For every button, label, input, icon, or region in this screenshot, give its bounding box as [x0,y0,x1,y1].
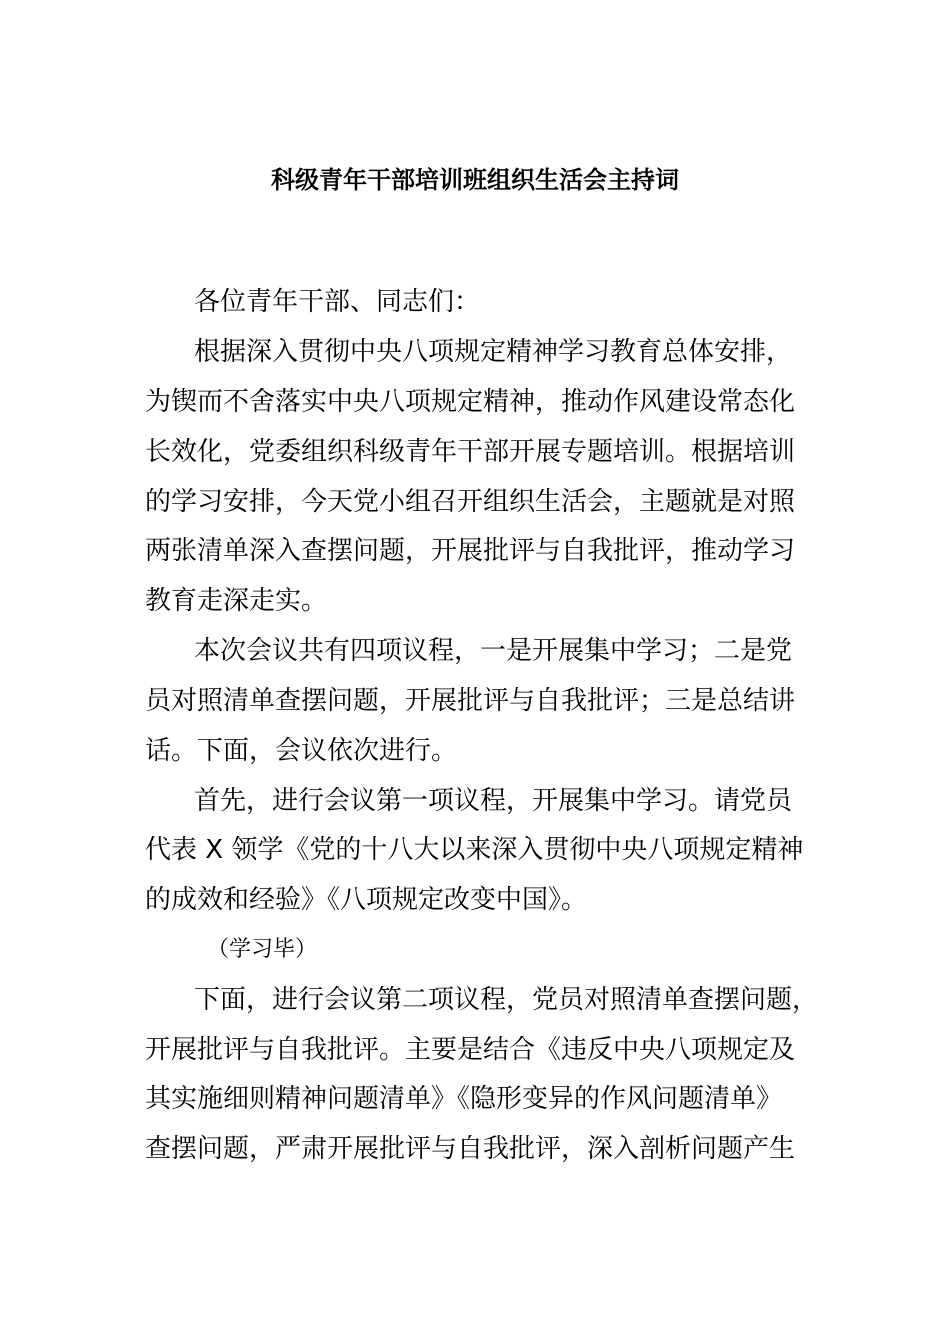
paragraph-2-line-2: 员对照清单查摆问题，开展批评与自我批评；三是总结讲 [145,686,796,716]
paragraph-2-line-1: 本次会议共有四项议程，一是开展集中学习；二是党 [194,636,793,666]
paragraph-4-line-2: 开展批评与自我批评。主要是结合《违反中央八项规定及 [145,1035,796,1065]
study-complete-note: （学习毕） [207,937,318,962]
paragraph-1-line-2: 为锲而不舍落实中央八项规定精神，推动作风建设常态化 [145,387,796,417]
paragraph-3-line-3: 的成效和经验》《八项规定改变中国》。 [145,885,588,915]
document-title: 科级青年干部培训班组织生活会主持词 [271,166,679,194]
paragraph-1-line-3: 长效化，党委组织科级青年干部开展专题培训。根据培训 [145,437,796,467]
paragraph-3-line-2: 代表 X 领学《党的十八大以来深入贯彻中央八项规定精神 [145,835,804,865]
paragraph-4-line-4: 查摆问题，严肃开展批评与自我批评，深入剖析问题产生 [145,1134,796,1164]
paragraph-4-line-1: 下面，进行会议第二项议程，党员对照清单查摆问题， [194,985,819,1015]
paragraph-3-line-1: 首先，进行会议第一项议程，开展集中学习。请党员 [194,786,793,816]
salutation-line: 各位青年干部、同志们： [194,287,481,317]
paragraph-4-line-3: 其实施细则精神问题清单》《隐形变异的作风问题清单》 [145,1084,783,1114]
paragraph-2-line-3: 话。下面，会议依次进行。 [145,736,458,766]
paragraph-1-line-1: 根据深入贯彻中央八项规定精神学习教育总体安排， [194,337,793,367]
paragraph-1-line-6: 教育走深走实。 [145,586,328,616]
paragraph-1-line-5: 两张清单深入查摆问题，开展批评与自我批评，推动学习 [145,536,796,566]
paragraph-1-line-4: 的学习安排，今天党小组召开组织生活会，主题就是对照 [145,487,796,517]
